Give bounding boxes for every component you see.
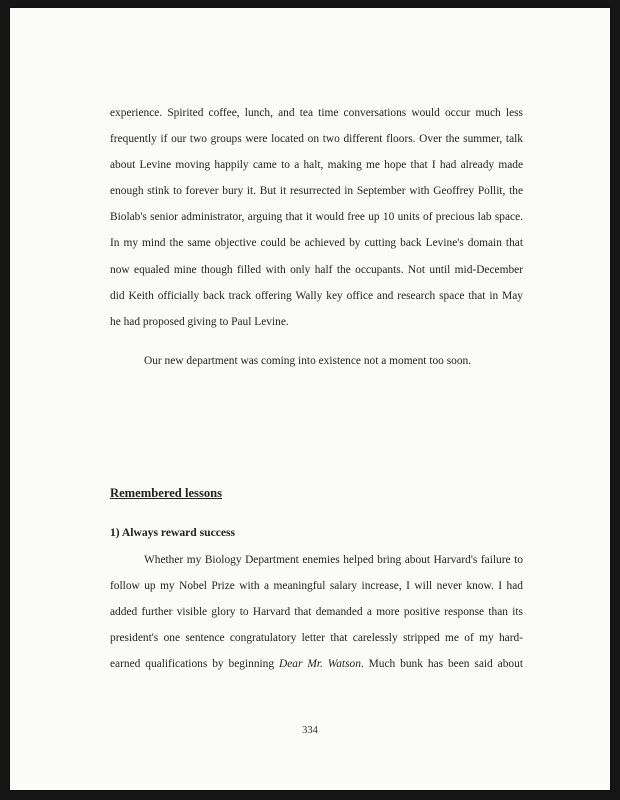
paragraph-2: Our new department was coming into existence not a moment too soon. xyxy=(144,355,472,367)
paragraph-3-line: added further visible glory to Harvard that demanded a more positive response than its xyxy=(110,606,523,619)
paragraph-3-line: president's one sentence congratulatory letter that carelessly stripped me of my hard- xyxy=(110,632,523,645)
paragraph-1-line: frequently if our two groups were located on two different floors. Over the summer, talk xyxy=(110,133,523,146)
paragraph-1-line: about Levine moving happily came to a halt, making me hope that I had already made xyxy=(110,159,523,172)
paragraph-1-line: now equaled mine though filled with only half the occupants. Not until mid-December xyxy=(110,263,523,276)
paragraph-3-line: follow up my Nobel Prize with a meaningful salary increase, I will never know. I had xyxy=(110,580,523,593)
paragraph-3 xyxy=(110,547,523,677)
document-page xyxy=(10,8,610,790)
paragraph-1-line: enough stink to forever bury it. But it resurrected in September with Geoffrey Pollit, the xyxy=(110,185,523,198)
page-number: 334 xyxy=(302,725,318,736)
salutation-italic: Dear Mr. Watson xyxy=(279,658,361,671)
subheading: 1) Always reward success xyxy=(110,526,236,539)
paragraph-3-last-after: . Much bunk has been said about xyxy=(360,658,523,671)
paragraph-3-line: Whether my Biology Department enemies helped bring about Harvard's failure to xyxy=(144,554,523,566)
paragraph-1-line: In my mind the same objective could be achieved by cutting back Levine's domain that xyxy=(110,237,523,250)
section-heading: Remembered lessons xyxy=(110,486,223,500)
paragraph-3-last-line xyxy=(110,651,523,677)
paragraph-1-line: he had proposed giving to Paul Levine. xyxy=(110,315,289,328)
paragraph-1-line: experience. Spirited coffee, lunch, and tea time conversations would occur much less xyxy=(110,107,523,119)
paragraph-3-last-before: earned qualifications by beginning xyxy=(110,658,279,671)
paragraph-1-line: Biolab's senior administrator, arguing that it would free up 10 units of precious lab space. xyxy=(110,211,523,224)
paragraph-1 xyxy=(110,100,523,335)
paragraph-1-line: did Keith officially back track offering Wally key office and research space that in May xyxy=(110,289,523,302)
